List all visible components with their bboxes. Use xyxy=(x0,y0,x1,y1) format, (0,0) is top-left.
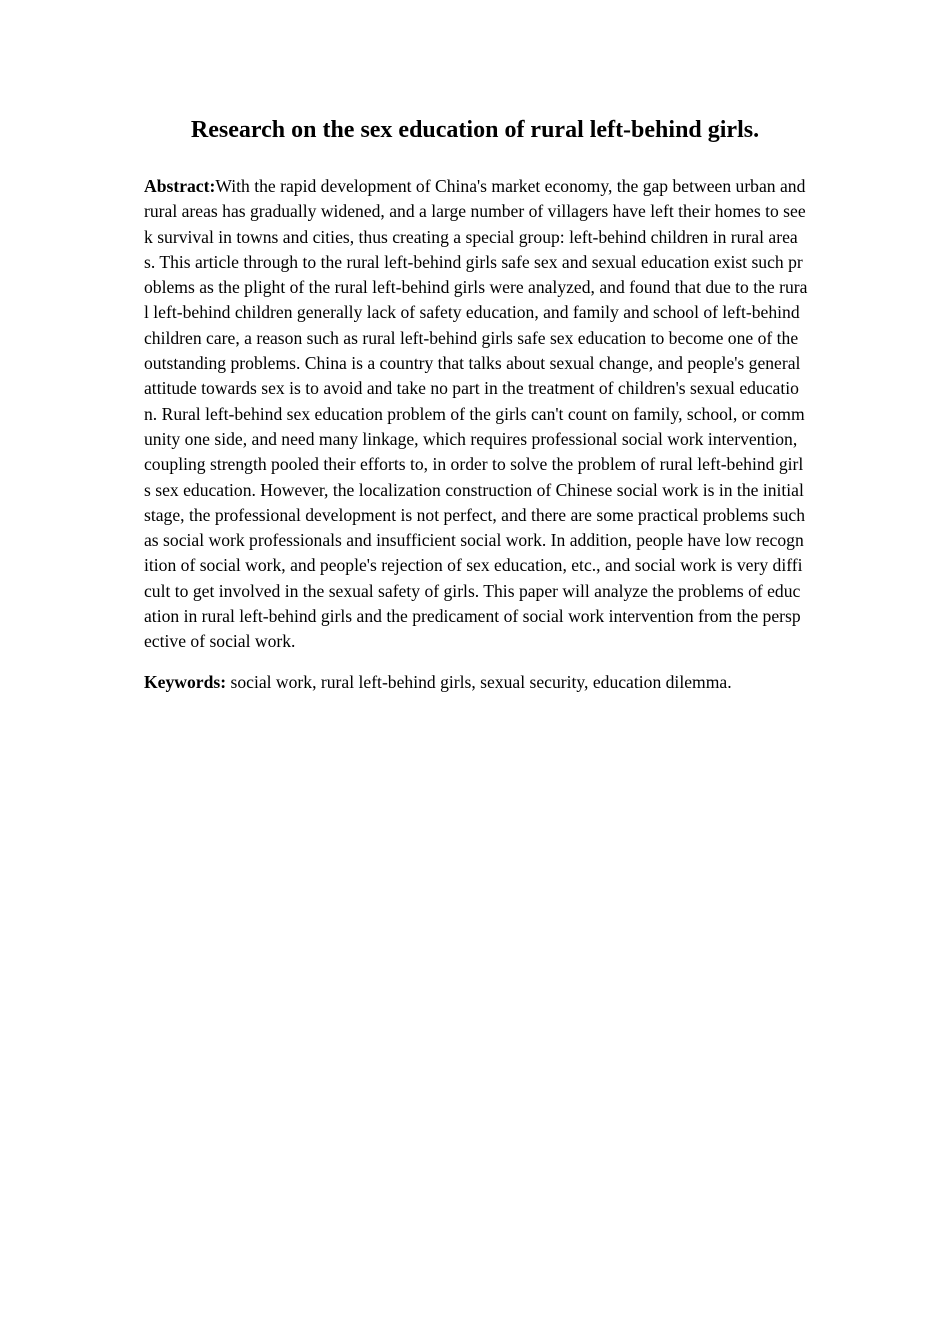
abstract-section xyxy=(144,174,808,695)
abstract-text: With the rapid development of China's market economy, the gap between urban and rural areas has gradually widened, and a large number of villagers have left their homes to seek survival in towns and cities, thus creating a special group: left-behind children in rural areas. This article through to the rural left-behind girls safe sex and sexual education exist such problems as the plight of the rural left-behind girls were analyzed, and found that due to the rural left-behind children generally lack of safety education, and family and school of left-behind children care, a reason such as rural left-behind girls safe sex education to become one of the outstanding problems. China is a country that talks about sexual change, and people's general attitude towards sex is to avoid and take no part in the treatment of children's sexual education. Rural left-behind sex education problem of the girls can't count on family, school, or community one side, and need many linkage, which requires professional social work intervention, coupling strength pooled their efforts to, in order to solve the problem of rural left-behind girls sex education. However, the localization construction of Chinese social work is in the initial stage, the professional development is not perfect, and there are some practical problems such as social work professionals and insufficient social work. In addition, people have low recognition of social work, and people's rejection of sex education, etc., and social work is very difficult to get involved in the sexual safety of girls. This paper will analyze the problems of education in rural left-behind girls and the predicament of social work intervention from the perspective of social work. xyxy=(144,176,808,652)
keywords-text: social work, rural left-behind girls, sexual security, education dilemma. xyxy=(226,671,732,692)
keywords-label: Keywords: xyxy=(144,671,227,692)
abstract-label: Abstract: xyxy=(144,176,216,196)
paper-title: Research on the sex education of rural left-behind girls. xyxy=(190,117,760,143)
abstract-paragraph xyxy=(144,174,808,655)
keywords-paragraph xyxy=(144,670,808,695)
